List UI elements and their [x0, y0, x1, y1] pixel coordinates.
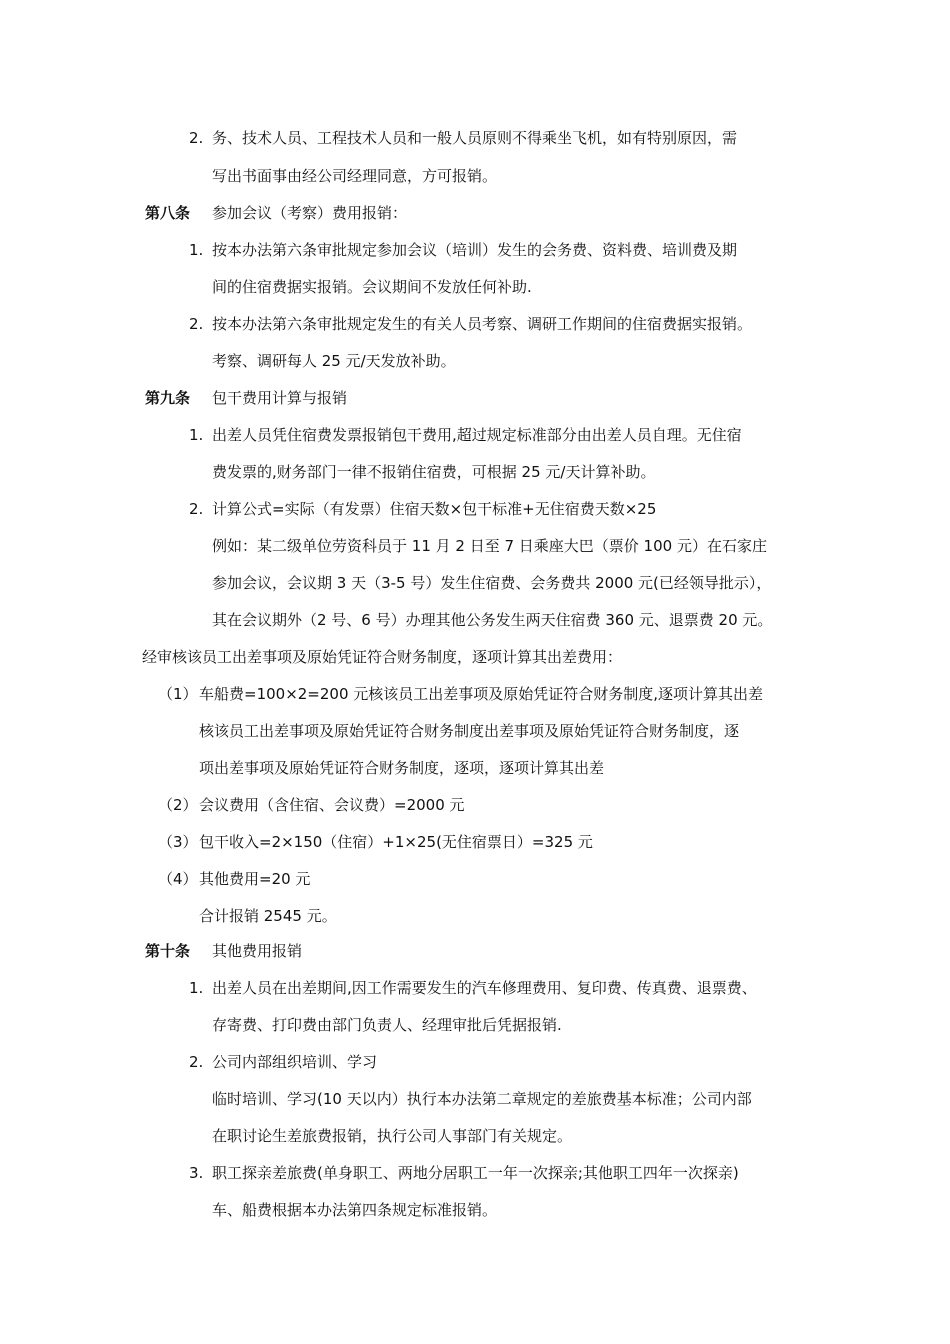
list-number: 1.: [189, 979, 204, 997]
text-line: 间的住宿费据实报销。会议期间不发放任何补助.: [212, 278, 532, 296]
list-number: 3.: [189, 1164, 204, 1182]
text-line: 职工探亲差旅费(单身职工、两地分居职工一年一次探亲;其他职工四年一次探亲): [212, 1164, 739, 1182]
text-line: 临时培训、学习(10 天以内）执行本办法第二章规定的差旅费基本标准；公司内部: [212, 1090, 752, 1108]
list-number: 2.: [189, 315, 204, 333]
text-line: 计算公式=实际（有发票）住宿天数×包干标准+无住宿费天数×25: [212, 500, 657, 518]
text-line: 考察、调研每人 25 元/天发放补助。: [212, 352, 456, 370]
list-number: （2）: [158, 796, 198, 814]
text-line: 参加会议，会议期 3 天（3-5 号）发生住宿费、会务费共 2000 元(已经领导批示），: [212, 574, 772, 592]
text-line: 会议费用（含住宿、会议费）=2000 元: [199, 796, 465, 814]
text-line: 其他费用=20 元: [199, 870, 311, 888]
article-heading: 第十条: [145, 942, 191, 960]
article-title: 参加会议（考察）费用报销：: [212, 204, 408, 222]
list-number: （4）: [158, 870, 198, 888]
article-heading: 第九条: [145, 389, 191, 407]
list-number: （1）: [158, 685, 198, 703]
text-line: 务、技术人员、工程技术人员和一般人员原则不得乘坐飞机，如有特别原因，需: [212, 129, 738, 147]
list-number: 1.: [189, 426, 204, 444]
article-title: 包干费用计算与报销: [212, 389, 348, 407]
text-line: 合计报销 2545 元。: [199, 907, 337, 925]
text-line: 公司内部组织培训、学习: [212, 1053, 378, 1071]
text-line: 车船费=100×2=200 元核该员工出差事项及原始凭证符合财务制度,逐项计算其出差: [199, 685, 764, 703]
list-number: 1.: [189, 241, 204, 259]
text-line: 出差人员在出差期间,因工作需要发生的汽车修理费用、复印费、传真费、退票费、: [212, 979, 757, 997]
text-line: 出差人员凭住宿费发票报销包干费用,超过规定标准部分由出差人员自理。无住宿: [212, 426, 742, 444]
text-line: 按本办法第六条审批规定发生的有关人员考察、调研工作期间的住宿费据实报销。: [212, 315, 753, 333]
article-heading: 第八条: [145, 204, 191, 222]
text-line: 其在会议期外（2 号、6 号）办理其他公务发生两天住宿费 360 元、退票费 20 元。: [212, 611, 773, 629]
text-line: 经审核该员工出差事项及原始凭证符合财务制度，逐项计算其出差费用：: [142, 648, 623, 666]
text-line: 费发票的,财务部门一律不报销住宿费，可根据 25 元/天计算补助。: [212, 463, 656, 481]
text-line: 按本办法第六条审批规定参加会议（培训）发生的会务费、资料费、培训费及期: [212, 241, 738, 259]
article-title: 其他费用报销: [212, 942, 303, 960]
list-number: 2.: [189, 500, 204, 518]
list-number: 2.: [189, 129, 204, 147]
text-line: 在职讨论生差旅费报销，执行公司人事部门有关规定。: [212, 1127, 573, 1145]
text-line: 存寄费、打印费由部门负责人、经理审批后凭据报销.: [212, 1016, 562, 1034]
text-line: 车、船费根据本办法第四条规定标准报销。: [212, 1201, 498, 1219]
text-line: 例如：某二级单位劳资科员于 11 月 2 日至 7 日乘座大巴（票价 100 元）在石家庄: [212, 537, 767, 555]
text-line: 包干收入=2×150（住宿）+1×25(无住宿票日）=325 元: [199, 833, 593, 851]
text-line: 项出差事项及原始凭证符合财务制度，逐项，逐项计算其出差: [199, 759, 605, 777]
list-number: （3）: [158, 833, 198, 851]
text-line: 写出书面事由经公司经理同意，方可报销。: [212, 167, 498, 185]
list-number: 2.: [189, 1053, 204, 1071]
text-line: 核该员工出差事项及原始凭证符合财务制度出差事项及原始凭证符合财务制度，逐: [199, 722, 740, 740]
